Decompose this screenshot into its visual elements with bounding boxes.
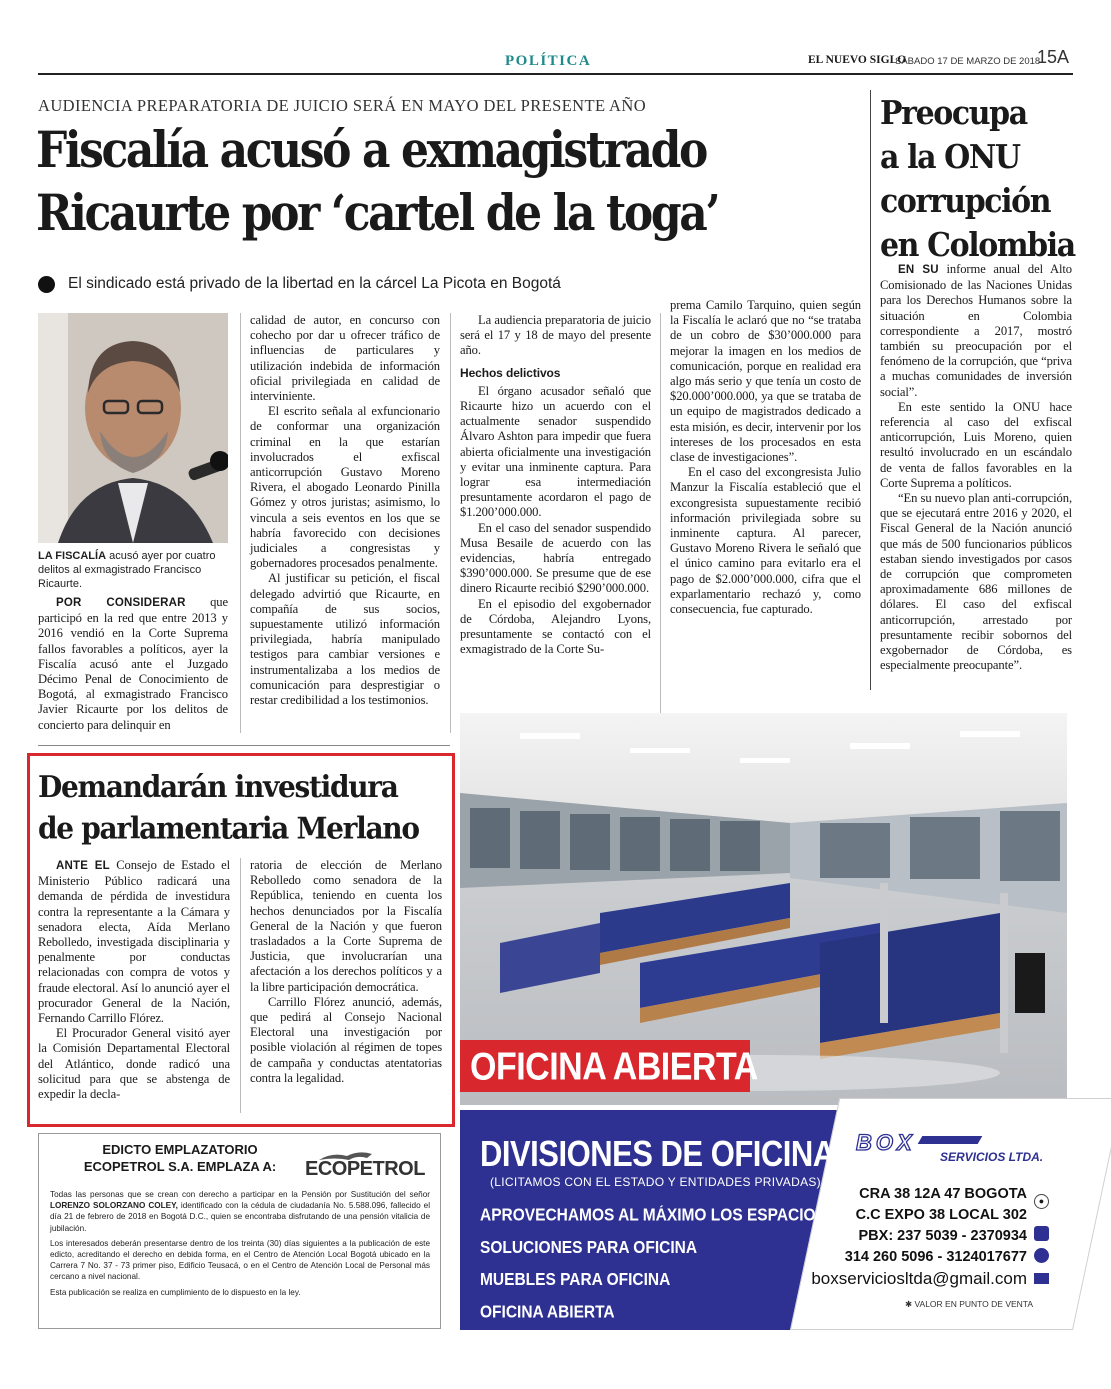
col1-text: que participó en la red que entre 2013 y 2016 vendió en la Corte Suprema fallos favorables a políticos, ayer la Fiscalía acusó ante el Juzgado Décimo Penal de Conocimiento de Bogotá, al exmagistrado Francisco Javier Ricaurte por los delitos de concierto para delinquir en bbox=[38, 595, 228, 732]
col3-subhead: Hechos delictivos bbox=[460, 365, 561, 380]
merlano-col-1 bbox=[38, 858, 230, 1102]
main-col-3 bbox=[460, 313, 651, 657]
ad-banner-text: OFICINA ABIERTA bbox=[470, 1045, 758, 1089]
box-logo-swoosh-icon bbox=[918, 1136, 983, 1144]
ad-contact bbox=[812, 1184, 1027, 1268]
ad-address-1: CRA 38 12A 47 BOGOTA bbox=[859, 1186, 1027, 1202]
merlano-c1-p1: Consejo de Estado el Ministerio Público radicará una demanda de pérdida de investidura contra la representante a la Cámara y senadora electa, Aída Merlano Rebolledo, investigada disciplinaria y penalmente por conductas relacionadas con compra de votos y fraude electoral. Así lo anunció ayer el procurador General de la Nación, Fernando Carrillo Flórez. bbox=[38, 858, 230, 1026]
main-col-2 bbox=[250, 313, 440, 708]
caption-lead: LA FISCALÍA bbox=[38, 550, 107, 562]
side-body bbox=[880, 262, 1072, 673]
col-divider-1 bbox=[240, 313, 241, 733]
merlano-lead: ANTE EL bbox=[56, 860, 110, 872]
section-label: POLÍTICA bbox=[505, 53, 592, 69]
merlano-c1-p2: El Procurador General visitó ayer la Comisión Departamental Electoral del Atlántico, donde radicó una solicitud para que se abstenga de expedir la decla- bbox=[38, 1026, 230, 1102]
ad-items bbox=[480, 1199, 826, 1329]
side-lead: EN SU bbox=[898, 264, 939, 276]
issue-date: SÁBADO 17 DE MARZO DE 2018 bbox=[895, 56, 1041, 67]
col3-p3: En el caso del senador suspendido Musa Besaile de acuerdo con las evidencias, habría entregado $390’000.000. Se presume que de ese dinero Ricaurte recibió $290’000.000. bbox=[460, 520, 651, 596]
col2-p2: El escrito señala al exfuncionario de conformar una organización criminal en la que estarían involucrados el exfiscal anticorrupción Gustavo Moreno Rivera, el abogado Leonardo Pinilla Gómez y otros juristas; asimismo, lo vincula a seis eventos en los que se habría favorecido con decisiones judiciales a congresistas y gobernadores procesados penalmente. bbox=[250, 404, 440, 571]
ecopetrol-logo bbox=[305, 1148, 433, 1182]
box-logo-sub: SERVICIOS LTDA. bbox=[940, 1150, 1044, 1164]
portrait-illustration bbox=[38, 313, 228, 543]
side-divider bbox=[870, 90, 871, 690]
merlano-divider bbox=[240, 858, 241, 1113]
photo-ricaurte bbox=[38, 313, 228, 543]
ad-title: DIVISIONES DE OFICINA bbox=[480, 1133, 835, 1175]
ecopetrol-wordmark: ECOPETROL bbox=[305, 1158, 425, 1180]
edicto-p3: Esta publicación se realiza en cumplimiento de lo dispuesto en la ley. bbox=[50, 1287, 301, 1297]
photo-caption bbox=[38, 549, 228, 591]
main-col-4 bbox=[670, 298, 861, 617]
side-p1: informe anual del Alto Comisionado de las Naciones Unidas para los Derechos Humanos sobre la situación en Colombia correspondiente a 2017, mostró también su preocupación por el fenómeno de la corrupción, que “priva a muchas comunidades de inversión social”. bbox=[880, 262, 1072, 399]
header-rule bbox=[38, 73, 1073, 75]
merlano-headline-line-1: Demandarán investidura bbox=[38, 769, 398, 805]
kicker: AUDIENCIA PREPARATORIA DE JUICIO SERÁ EN MAYO DEL PRESENTE AÑO bbox=[38, 96, 647, 115]
edicto-name: LORENZO SOLORZANO COLEY, bbox=[50, 1201, 178, 1211]
edicto-title-2: ECOPETROL S.A. EMPLAZA A: bbox=[83, 1159, 277, 1174]
merlano-top-rule bbox=[38, 745, 450, 746]
box-logo-mark: BOX bbox=[856, 1130, 916, 1155]
location-icon: ● bbox=[1034, 1194, 1049, 1209]
ad-mobile: 314 260 5096 - 3124017677 bbox=[844, 1249, 1027, 1265]
col4-p1: prema Camilo Tarquino, quien según la Fiscalía le aclaró que no “se trataba de un cobro de $30’000.000 para mejorar la imagen en los medios de comunicación, porque en realidad era algo más serio y que tenía un costo de $20.000’000.000, ya que se trataba de un equipo de magistrados dedicado a esta misión, es decir, intervenir por los intereses de los procesados en esta clase de investigaciones”. bbox=[670, 298, 861, 465]
col4-p2: En el caso del excongresista Julio Manzur la Fiscalía estableció que el excongresista supuestamente recibió información privilegiada sobre su inminente captura. Al parecer, Gustavo Moreno Rivera le señaló que el único camino para evitarlo era el pago de $2.000’000.000, cifra que el exparlamentario rechazó y, como consecuencia, fue capturado. bbox=[670, 465, 861, 617]
side-p3: “En su nuevo plan anti-corrupción, que se ejecutará entre 2016 y 2020, el Fiscal General de la Nación anunció que más de 500 funcionarios públicos estaban siendo investigados por casos de corrupción que comprometen aproximadamente 686 millones de dólares. El caso del exfiscal anticorrupción, arrestado por presuntamente recibir sobornos del exgobernador de Córdoba, es especialmente preocupante”. bbox=[880, 491, 1072, 673]
deck: El sindicado está privado de la libertad en la cárcel La Picota en Bogotá bbox=[68, 275, 561, 292]
col3-p1: La audiencia preparatoria de juicio será el 17 y 18 de mayo del presente año. bbox=[460, 313, 651, 358]
merlano-c2-p2: Carrillo Flórez anunció, además, que pedirá al Consejo Nacional Electoral una investigación por posible violación al régimen de topes de campaña y conductas atentatorias contra la legalidad. bbox=[250, 994, 442, 1085]
col2-p1: calidad de autor, en concurso con cohecho por dar u ofrecer tráfico de influencias de particulares y utilización indebida de información oficial privilegiada en calidad de interviniente. bbox=[250, 313, 440, 404]
merlano-col-2 bbox=[250, 858, 442, 1086]
mail-icon bbox=[1034, 1273, 1049, 1284]
merlano-headline bbox=[38, 767, 419, 849]
col3-p4: En el episodio del exgobernador de Córdoba, Alejandro Lyons, presuntamente se contactó con el exmagistrado de la Corte Su- bbox=[460, 596, 651, 657]
side-headline-line-4: en Colombia bbox=[880, 226, 1075, 265]
col-divider-2 bbox=[450, 313, 451, 733]
ad-subtitle: (LICITAMOS CON EL ESTADO Y ENTIDADES PRIVADAS) bbox=[490, 1175, 821, 1189]
main-headline-line-1: Fiscalía acusó a exmagistrado bbox=[36, 122, 706, 180]
ad-note: ✱ VALOR EN PUNTO DE VENTA bbox=[905, 1299, 1034, 1309]
whatsapp-icon bbox=[1034, 1248, 1049, 1263]
col1-lead: POR CONSIDERAR bbox=[56, 597, 186, 609]
main-headline bbox=[36, 120, 718, 245]
edicto-p1b: identificado con la cédula de ciudadanía No. 5.588.096, fallecido el día 21 de febrero de 2018 en Bogotá D.C., quien se encontraba disfrutando de una pensión vitalicia de jubilación. bbox=[50, 1201, 431, 1233]
phone-icon bbox=[1034, 1226, 1049, 1241]
page-number: 15A bbox=[1037, 47, 1070, 67]
caption-text: acusó ayer por cuatro delitos al exmagistrado Francisco Ricaurte. bbox=[38, 550, 216, 590]
col-divider-3 bbox=[660, 313, 661, 733]
ad-item-3: MUEBLES PARA OFICINA bbox=[480, 1270, 671, 1290]
side-headline bbox=[880, 92, 1075, 268]
ad-email: boxserviciosltda@gmail.com bbox=[811, 1269, 1027, 1288]
deck-bullet-icon bbox=[38, 276, 55, 293]
ad-item-2: SOLUCIONES PARA OFICINA bbox=[480, 1238, 698, 1258]
ad-item-4: OFICINA ABIERTA bbox=[480, 1303, 615, 1323]
merlano-c2-p1: ratoria de elección de Merlano Rebolledo como senadora de la República, teniendo en cuenta los hechos denunciados por la Fiscalía General de la Nación y que fueron trasladados a la Corte Suprema de Justicia, que involucrarían una afectación a los derechos políticos y a la libre participación democrática. bbox=[250, 858, 442, 994]
main-headline-line-2: Ricaurte por ‘cartel de la toga’ bbox=[36, 184, 719, 243]
box-logo bbox=[850, 1130, 1050, 1168]
ad-address-2: C.C EXPO 38 LOCAL 302 bbox=[855, 1207, 1027, 1223]
edicto-p2: Los interesados deberán presentarse dentro de los treinta (30) días siguientes a la publicación de este edicto, acreditando el derecho en debida forma, en el Centro de Atención Local Bogotá ubicado en la Carrera 7 No. 37 - 73 primer piso, Edificio Teusacá, o en el Centro de Atención Local de Personal más cercano a nivel nacional. bbox=[50, 1238, 430, 1282]
side-p2: En este sentido la ONU hace referencia al caso del exfiscal anticorrupción, Luis Moreno, quien resultó involucrado en un escándalo de venta de fallos favorables en la Corte Suprema a políticos. bbox=[880, 399, 1072, 490]
edicto-title-1: EDICTO EMPLAZATORIO bbox=[102, 1142, 258, 1157]
edicto-p1a: Todas las personas que se crean con derecho a participar en la Pensión por Sustitución del señor bbox=[50, 1190, 430, 1199]
ad-pbx: PBX: 237 5039 - 2370934 bbox=[858, 1228, 1027, 1244]
edicto-title bbox=[50, 1141, 310, 1175]
col2-p3: Al justificar su petición, el fiscal delegado advirtió que Ricaurte, en compañía de sus socios, supuestamente utilizó información privilegiada, habría manipulado testigos para cambiar versiones e instrumentalizaba a los medios de comunicación para desprestigiar o restar credibilidad a los testimonios. bbox=[250, 571, 440, 708]
main-col-1 bbox=[38, 595, 228, 733]
edicto-body bbox=[50, 1189, 430, 1298]
col3-p2: El órgano acusador señaló que Ricaurte hizo un acuerdo con el actualmente senador suspendido Álvaro Ashton para impedir que fuera abierta oficialmente una investigación y evitar una inminente captura. Para lograr esa intermediación presuntamente acordaron el pago de $1.200’000.000. bbox=[460, 383, 651, 520]
merlano-headline-line-2: de parlamentaria Merlano bbox=[38, 810, 419, 846]
side-headline-line-1: Preocupa bbox=[880, 94, 1027, 133]
side-headline-line-3: corrupción bbox=[880, 182, 1051, 221]
paper-name: EL NUEVO SIGLO bbox=[808, 54, 907, 66]
side-headline-line-2: a la ONU bbox=[880, 138, 1020, 177]
ad-item-1: APROVECHAMOS AL MÁXIMO LOS ESPACIOS bbox=[480, 1205, 826, 1225]
